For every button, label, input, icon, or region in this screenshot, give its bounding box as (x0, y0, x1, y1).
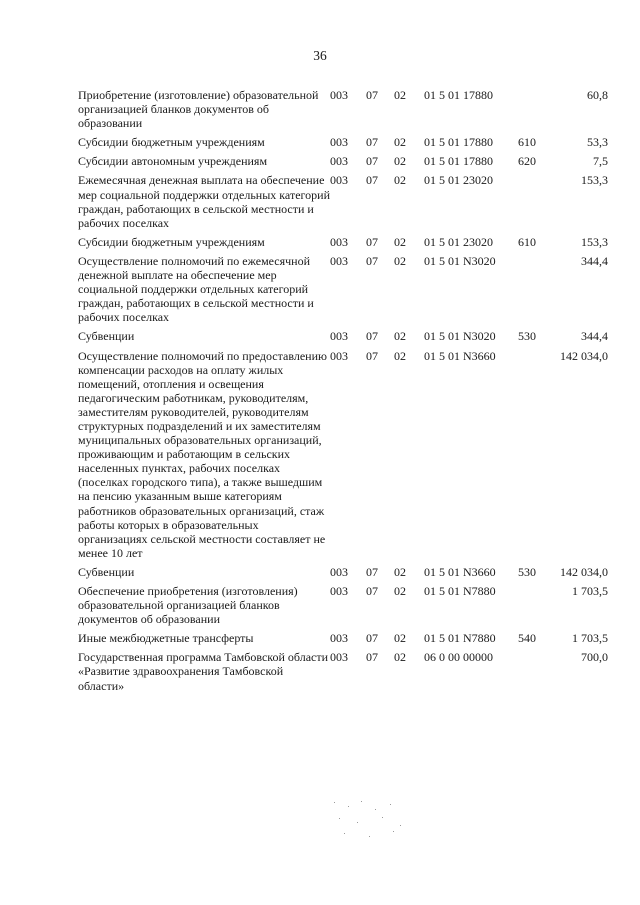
row-section-code: 07 (366, 154, 378, 169)
row-subsection-code: 02 (394, 135, 406, 150)
table-row (78, 168, 608, 229)
row-subsection-code: 02 (394, 154, 406, 169)
table-row (78, 579, 608, 626)
page-number: 36 (313, 48, 327, 63)
row-amount: 153,3 (581, 234, 608, 249)
row-section-code: 07 (366, 234, 378, 249)
row-subsection-code: 02 (394, 650, 406, 665)
row-name: Субсидии автономным учреждениям (78, 154, 268, 169)
row-section-code: 07 (366, 650, 378, 665)
row-target-code: 01 5 01 N3660 (424, 348, 496, 363)
row-target-code: 06 0 00 00000 (424, 650, 493, 665)
table-row (78, 344, 608, 560)
row-name: Осуществление полномочий по ежемесячной денежной выплате на обеспечение мер социальной поддержки отдельных категорий граждан, работающих в сельской местности и рабочих поселках (78, 253, 314, 325)
row-section-code: 07 (366, 348, 378, 363)
row-amount: 1 703,5 (572, 584, 608, 598)
row-target-code: 01 5 01 17880 (424, 154, 493, 169)
table-row (78, 626, 608, 645)
row-type-code: 530 (518, 329, 536, 344)
row-subsection-code: 02 (394, 234, 406, 249)
row-type-code: 610 (518, 234, 536, 249)
row-amount: 344,4 (581, 253, 608, 268)
row-target-code: 01 5 01 23020 (424, 173, 493, 188)
row-type-code: 530 (518, 564, 536, 579)
scan-noise (330, 800, 410, 840)
table-row (78, 324, 608, 343)
row-section-code: 07 (366, 173, 378, 188)
row-admin-code: 003 (330, 329, 348, 344)
row-admin-code: 003 (330, 564, 348, 579)
row-name: Иные межбюджетные трансферты (78, 631, 254, 646)
row-amount: 344,4 (581, 329, 608, 344)
row-target-code: 01 5 01 N3660 (424, 564, 496, 579)
row-name: Субвенции (78, 329, 135, 344)
row-name: Ежемесячная денежная выплата на обеспечение мер социальной поддержки отдельных категорий граждан, работающих в сельской местности и рабочих поселках (78, 173, 330, 230)
table-row (78, 88, 608, 130)
row-admin-code: 003 (330, 348, 348, 363)
row-target-code: 01 5 01 17880 (424, 88, 493, 102)
table-row (78, 560, 608, 579)
row-amount: 700,0 (581, 650, 608, 665)
row-amount: 142 034,0 (560, 348, 608, 363)
row-target-code: 01 5 01 23020 (424, 234, 493, 249)
row-section-code: 07 (366, 253, 378, 268)
row-section-code: 07 (366, 88, 378, 102)
table-row (78, 230, 608, 249)
table-row (78, 130, 608, 149)
row-admin-code: 003 (330, 631, 348, 646)
row-section-code: 07 (366, 631, 378, 646)
row-subsection-code: 02 (394, 173, 406, 188)
row-amount: 53,3 (587, 135, 608, 150)
row-amount: 153,3 (581, 173, 608, 188)
row-admin-code: 003 (330, 584, 348, 598)
table-row (78, 645, 608, 692)
row-section-code: 07 (366, 584, 378, 598)
row-name: Обеспечение приобретения (изготовления) образовательной организацией бланков документов об образовании (78, 584, 298, 627)
row-subsection-code: 02 (394, 564, 406, 579)
row-target-code: 01 5 01 17880 (424, 135, 493, 150)
row-subsection-code: 02 (394, 253, 406, 268)
row-name: Субсидии бюджетным учреждениям (78, 135, 265, 150)
row-name: Субсидии бюджетным учреждениям (78, 234, 265, 249)
row-subsection-code: 02 (394, 348, 406, 363)
row-admin-code: 003 (330, 154, 348, 169)
table-row (78, 249, 608, 324)
row-amount: 60,8 (587, 88, 608, 102)
row-admin-code: 003 (330, 650, 348, 665)
row-section-code: 07 (366, 329, 378, 344)
row-type-code: 610 (518, 135, 536, 150)
row-target-code: 01 5 01 N7880 (424, 631, 496, 646)
row-type-code (518, 344, 558, 560)
row-target-code: 01 5 01 N3020 (424, 253, 496, 268)
row-type-code (518, 249, 558, 324)
row-type-code (518, 168, 558, 229)
row-type-code: 620 (518, 154, 536, 169)
table-row (78, 149, 608, 168)
row-target-code: 01 5 01 N7880 (424, 584, 496, 598)
row-subsection-code: 02 (394, 329, 406, 344)
row-name: Приобретение (изготовление) образовательной организацией бланков документов об образовании (78, 88, 319, 131)
row-subsection-code: 02 (394, 631, 406, 646)
row-name: Субвенции (78, 564, 135, 579)
row-amount: 7,5 (593, 154, 608, 169)
row-admin-code: 003 (330, 135, 348, 150)
row-admin-code: 003 (330, 173, 348, 188)
row-name: Осуществление полномочий по предоставлению компенсации расходов на оплату жилых помещений, отопления и освещения педагогическим работникам, руководителям, заместителям руководителей, руководителям структурных подразделений и их заместителям муниципальных образовательных организаций, проживающим и работающим в сельских населенных пунктах, рабочих поселках (поселках городского типа), а также вышедшим на пенсию указанным выше категориям работников образовательных организаций, стаж работы которых в образовательных организациях сельской местности составляет не менее 10 лет (78, 348, 327, 560)
row-type-code (518, 645, 558, 692)
row-section-code: 07 (366, 135, 378, 150)
row-admin-code: 003 (330, 253, 348, 268)
budget-table (78, 88, 608, 693)
row-type-code: 540 (518, 631, 536, 646)
row-amount: 142 034,0 (560, 564, 608, 579)
row-type-code (518, 579, 558, 626)
row-subsection-code: 02 (394, 88, 406, 102)
row-admin-code: 003 (330, 88, 348, 102)
row-admin-code: 003 (330, 234, 348, 249)
row-amount: 1 703,5 (572, 631, 608, 646)
row-section-code: 07 (366, 564, 378, 579)
row-target-code: 01 5 01 N3020 (424, 329, 496, 344)
row-type-code (518, 88, 558, 130)
row-name: Государственная программа Тамбовской области «Развитие здравоохранения Тамбовской области» (78, 650, 329, 693)
row-subsection-code: 02 (394, 584, 406, 598)
